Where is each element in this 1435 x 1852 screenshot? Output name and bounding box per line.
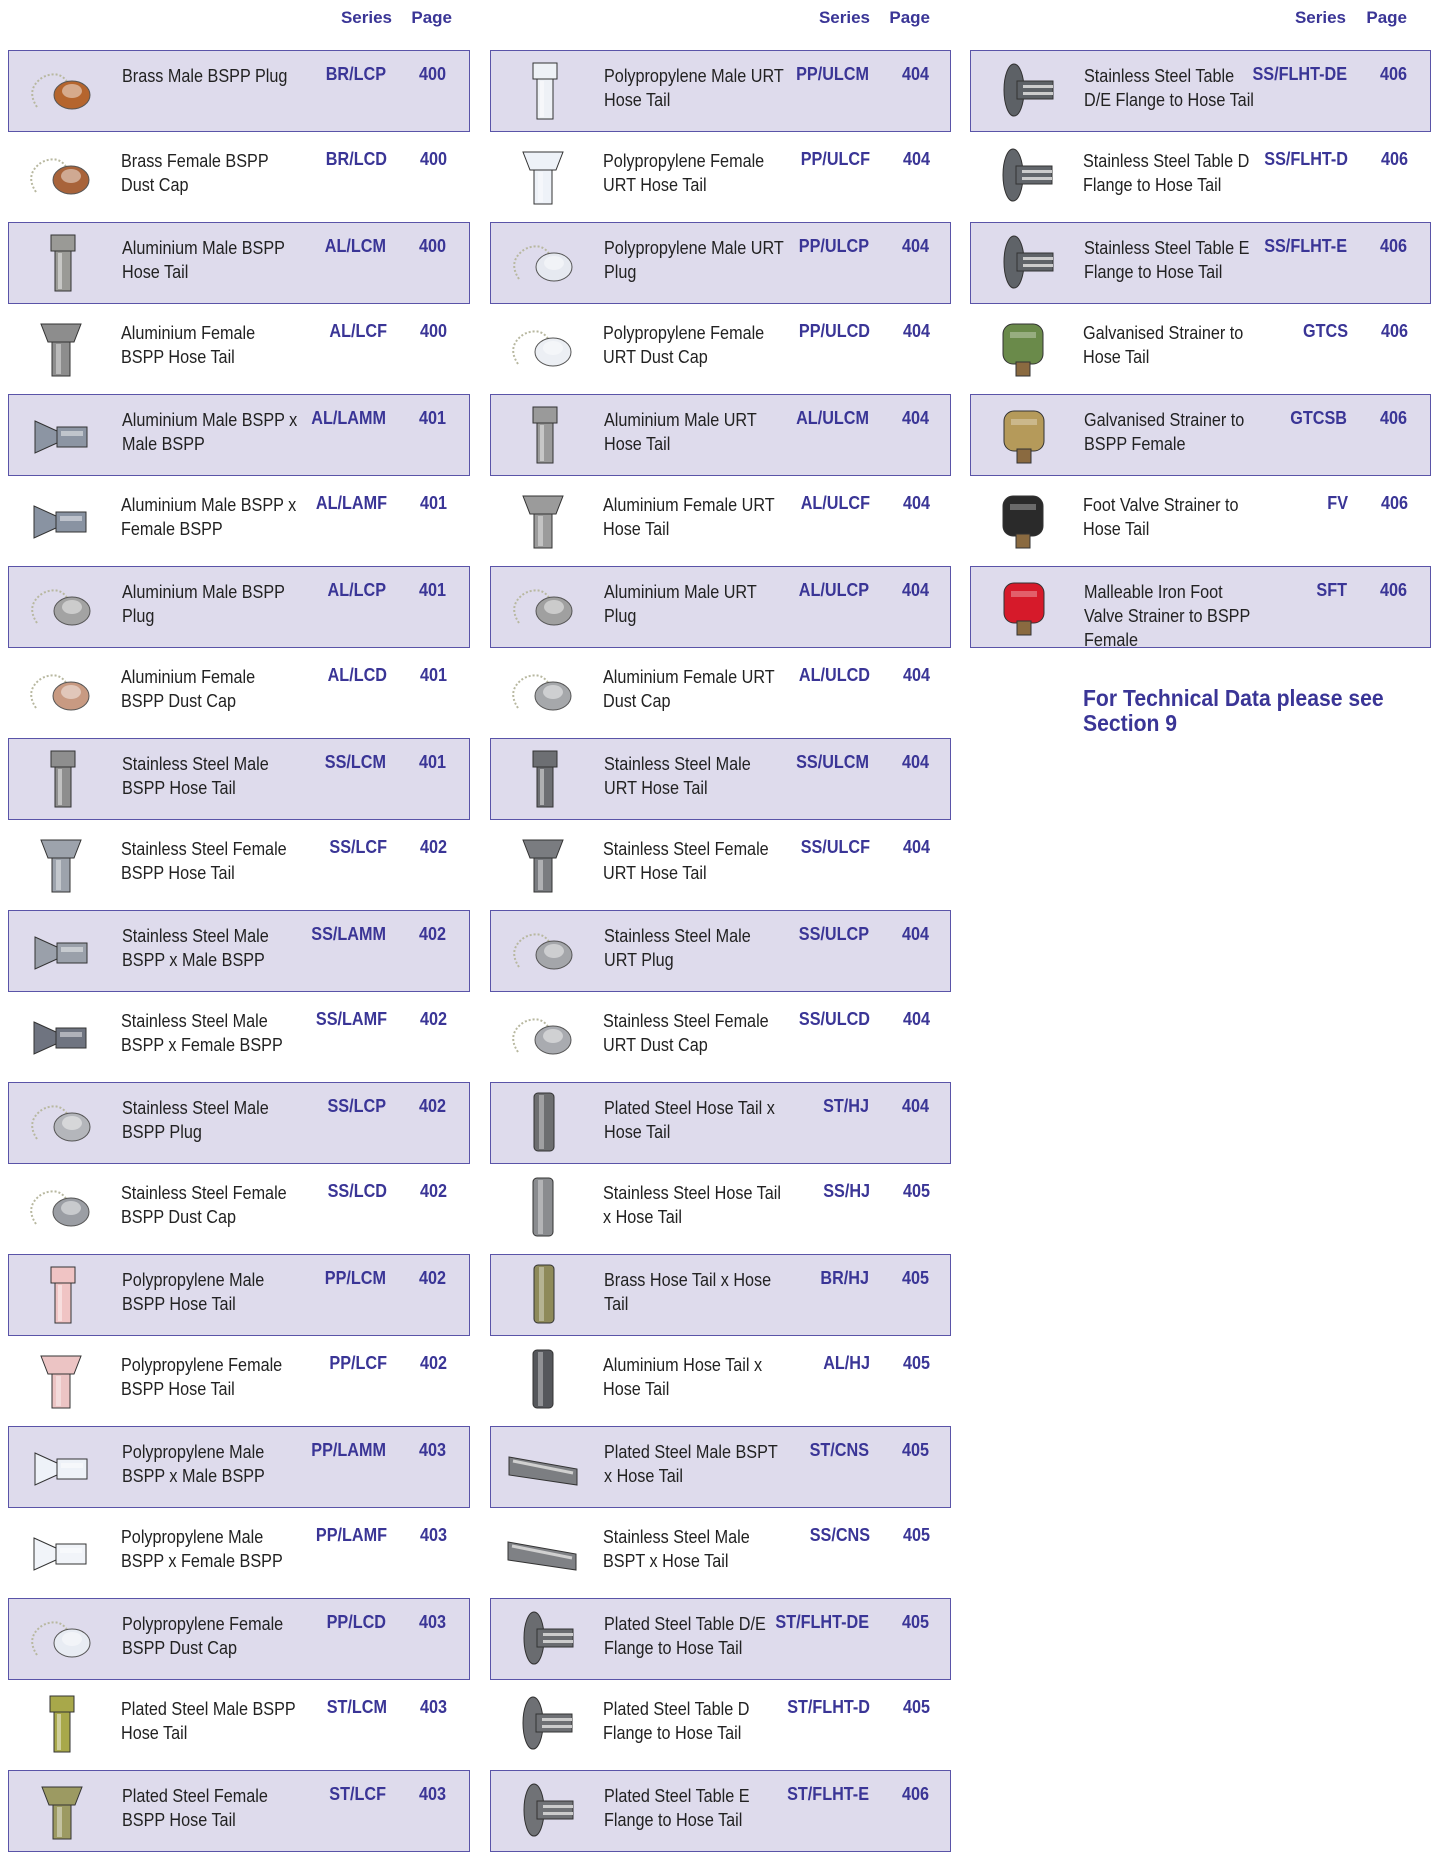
product-description: Foot Valve Strainer to Hose Tail (1083, 495, 1239, 539)
flange-hose-tail-icon (499, 1605, 589, 1671)
page-number: 404 (902, 321, 930, 341)
steel-plug-chain-icon (499, 917, 589, 983)
page-number: 400 (419, 149, 447, 169)
product-description: Plated Steel Table D Flange to Hose Tail (603, 1699, 750, 1743)
product-description: Brass Female BSPP Dust Cap (121, 151, 269, 195)
pp-adaptor-icon (16, 1518, 106, 1584)
page-number: 401 (418, 408, 446, 428)
series-code: PP/ULCM (796, 64, 869, 84)
series-code: GTCSB (1290, 408, 1347, 428)
product-row (8, 1426, 470, 1508)
product-description: Stainless Steel Male BSPP x Female BSPP (121, 1011, 283, 1055)
page-number: 404 (902, 493, 930, 513)
product-description: Plated Steel Male BSPP Hose Tail (121, 1699, 296, 1743)
series-code: PP/ULCF (800, 149, 870, 169)
aluminium-plug-chain-icon (499, 573, 589, 639)
series-code: SS/FLHT-E (1264, 236, 1347, 256)
product-row (8, 308, 470, 390)
series-code: PP/ULCP (798, 236, 869, 256)
page-number: 402 (418, 1096, 446, 1116)
product-description: Polypropylene Male BSPP x Male BSPP (122, 1442, 265, 1486)
steel-flange-icon (979, 57, 1069, 123)
steel-hose-tail-icon (17, 745, 107, 811)
page-number: 406 (1380, 493, 1408, 513)
series-code: SS/LCD (327, 1181, 387, 1201)
product-row (970, 480, 1431, 562)
series-code: SS/ULCF (800, 837, 870, 857)
page-number: 405 (901, 1612, 929, 1632)
product-description: Stainless Steel Table D/E Flange to Hose Tail (1084, 66, 1254, 110)
product-description: Aluminium Female URT Hose Tail (603, 495, 775, 539)
product-description: Polypropylene Male BSPP x Female BSPP (121, 1527, 283, 1571)
plated-bspt-tail-icon (499, 1433, 589, 1499)
series-code: AL/ULCF (800, 493, 870, 513)
product-description: Aluminium Female BSPP Dust Cap (121, 667, 256, 711)
page-number: 401 (418, 752, 446, 772)
page-number: 405 (902, 1353, 930, 1373)
flange-hose-tail-icon (499, 1777, 589, 1843)
series-code: AL/LAMF (315, 493, 387, 513)
product-description: Plated Steel Female BSPP Hose Tail (122, 1786, 268, 1830)
series-code: PP/LCD (326, 1612, 386, 1632)
aluminium-adaptor-icon (16, 486, 106, 552)
steel-hose-tail-icon (499, 745, 589, 811)
plated-joiner-icon (499, 1089, 589, 1155)
pp-female-coupling-icon (16, 1346, 106, 1412)
page-header: Page (411, 8, 452, 27)
page-number: 404 (902, 665, 930, 685)
plated-female-coupling-icon (17, 1777, 107, 1843)
product-row (490, 1684, 951, 1766)
series-code: PP/LAMM (311, 1440, 386, 1460)
brass-plug-chain-icon (17, 57, 107, 123)
page-number: 401 (419, 493, 447, 513)
pp-hose-tail-icon (17, 1261, 107, 1327)
series-code: BR/LCD (325, 149, 387, 169)
page-number: 406 (901, 1784, 929, 1804)
product-row (490, 1770, 951, 1852)
page-number: 405 (902, 1181, 930, 1201)
page-header: Page (1366, 8, 1407, 27)
product-row (490, 566, 951, 648)
product-row (490, 50, 951, 132)
product-row (490, 910, 951, 992)
product-row (8, 652, 470, 734)
product-row (970, 394, 1431, 476)
series-code: SS/ULCP (798, 924, 869, 944)
product-row (970, 50, 1431, 132)
product-description: Polypropylene Male URT Hose Tail (604, 66, 784, 110)
steel-bspt-tail-icon (498, 1518, 588, 1584)
page-number: 402 (419, 1181, 447, 1201)
product-row (8, 1770, 470, 1852)
series-code: AL/ULCP (798, 580, 869, 600)
series-code: SS/CNS (809, 1525, 870, 1545)
series-code: AL/LAMM (311, 408, 386, 428)
product-row (8, 1512, 470, 1594)
product-row (490, 1426, 951, 1508)
product-row (490, 1168, 951, 1250)
page-number: 406 (1379, 64, 1407, 84)
series-code: GTCS (1302, 321, 1348, 341)
product-row (490, 394, 951, 476)
steel-female-coupling-icon (498, 830, 588, 896)
product-row (490, 480, 951, 562)
series-code: FV (1327, 493, 1348, 513)
series-code: AL/LCM (324, 236, 386, 256)
series-code: AL/LCF (329, 321, 387, 341)
product-row (8, 480, 470, 562)
product-row (8, 910, 470, 992)
steel-female-coupling-icon (16, 830, 106, 896)
steel-flange-icon (978, 142, 1068, 208)
page-number: 401 (418, 580, 446, 600)
product-description: Plated Steel Table E Flange to Hose Tail (604, 1786, 750, 1830)
product-row (490, 136, 951, 218)
page-number: 404 (902, 1009, 930, 1029)
product-row (490, 652, 951, 734)
series-header: Series (340, 8, 392, 27)
iron-foot-valve-icon (979, 573, 1069, 639)
series-code: ST/FLHT-E (787, 1784, 869, 1804)
product-description: Stainless Steel Male URT Hose Tail (604, 754, 751, 798)
product-description: Polypropylene Female URT Dust Cap (603, 323, 765, 367)
product-description: Plated Steel Male BSPT x Hose Tail (604, 1442, 778, 1486)
product-row (970, 222, 1431, 304)
pp-female-coupling-icon (498, 142, 588, 208)
pp-plug-chain-icon (499, 229, 589, 295)
pp-dust-cap-icon (498, 314, 588, 380)
page-number: 403 (418, 1612, 446, 1632)
product-row (490, 738, 951, 820)
aluminium-adaptor-icon (17, 401, 107, 467)
series-code: ST/FLHT-DE (775, 1612, 869, 1632)
product-description: Stainless Steel Female URT Dust Cap (603, 1011, 769, 1055)
page-number: 405 (901, 1440, 929, 1460)
series-code: SS/FLHT-DE (1252, 64, 1347, 84)
series-code: AL/ULCM (796, 408, 869, 428)
series-code: AL/HJ (823, 1353, 870, 1373)
product-description: Plated Steel Table D/E Flange to Hose Tail (604, 1614, 766, 1658)
product-description: Aluminium Hose Tail x Hose Tail (603, 1355, 763, 1399)
aluminium-hose-tail-icon (17, 229, 107, 295)
product-description: Stainless Steel Female URT Hose Tail (603, 839, 769, 883)
product-row (8, 1082, 470, 1164)
aluminium-dust-cap-icon (498, 658, 588, 724)
plated-hose-tail-icon (16, 1690, 106, 1756)
page-number: 402 (419, 1009, 447, 1029)
series-code: SS/LAMM (311, 924, 386, 944)
product-description: Aluminium Male BSPP Plug (122, 582, 285, 626)
product-row (8, 566, 470, 648)
page-number: 402 (418, 1268, 446, 1288)
product-row (8, 1254, 470, 1336)
series-code: PP/LCF (329, 1353, 387, 1373)
page-number: 403 (419, 1697, 447, 1717)
aluminium-female-coupling-icon (16, 314, 106, 380)
product-description: Aluminium Male BSPP x Male BSPP (122, 410, 298, 454)
product-description: Brass Hose Tail x Hose Tail (604, 1270, 772, 1314)
series-code: SS/ULCD (798, 1009, 870, 1029)
product-row (8, 50, 470, 132)
product-row (970, 136, 1431, 218)
product-description: Stainless Steel Female BSPP Dust Cap (121, 1183, 287, 1227)
product-description: Stainless Steel Male BSPP x Male BSPP (122, 926, 269, 970)
series-code: SS/HJ (823, 1181, 870, 1201)
galvanised-strainer-bspp-icon (979, 401, 1069, 467)
page-number: 404 (901, 408, 929, 428)
pp-dust-cap-icon (17, 1605, 107, 1671)
page-number: 406 (1380, 321, 1408, 341)
series-code: BR/HJ (820, 1268, 869, 1288)
series-code: SS/ULCM (796, 752, 869, 772)
foot-valve-strainer-icon (978, 486, 1068, 552)
series-code: ST/FLHT-D (787, 1697, 870, 1717)
product-row (490, 1340, 951, 1422)
product-row (8, 394, 470, 476)
product-row (490, 222, 951, 304)
series-header: Series (1294, 8, 1346, 27)
product-description: Galvanised Strainer to Hose Tail (1083, 323, 1244, 367)
page-number: 404 (901, 924, 929, 944)
page-number: 405 (902, 1525, 930, 1545)
series-code: AL/ULCD (798, 665, 870, 685)
galvanised-strainer-icon (978, 314, 1068, 380)
product-row (8, 996, 470, 1078)
page-number: 402 (419, 837, 447, 857)
product-row (490, 1512, 951, 1594)
series-code: SS/LCF (329, 837, 387, 857)
series-code: PP/LCM (324, 1268, 386, 1288)
product-description: Aluminium Female BSPP Hose Tail (121, 323, 256, 367)
page-number: 404 (901, 236, 929, 256)
series-code: PP/ULCD (798, 321, 870, 341)
steel-joiner-icon (498, 1174, 588, 1240)
product-row (8, 1598, 470, 1680)
page-number: 404 (901, 64, 929, 84)
series-code: SFT (1316, 580, 1347, 600)
product-description: Aluminium Male BSPP Hose Tail (122, 238, 285, 282)
product-description: Plated Steel Hose Tail x Hose Tail (604, 1098, 775, 1142)
pp-adaptor-icon (17, 1433, 107, 1499)
brass-joiner-icon (499, 1261, 589, 1327)
product-description: Stainless Steel Male BSPT x Hose Tail (603, 1527, 750, 1571)
product-row (490, 996, 951, 1078)
product-row (8, 222, 470, 304)
product-description: Stainless Steel Male BSPP Plug (122, 1098, 269, 1142)
aluminium-hose-tail-icon (499, 401, 589, 467)
series-code: AL/LCD (327, 665, 387, 685)
series-code: ST/CNS (809, 1440, 869, 1460)
page-number: 402 (418, 924, 446, 944)
page-number: 404 (901, 580, 929, 600)
product-description: Stainless Steel Male BSPP Hose Tail (122, 754, 269, 798)
page-header: Page (889, 8, 930, 27)
product-description: Stainless Steel Table E Flange to Hose Tail (1084, 238, 1250, 282)
steel-adaptor-icon (16, 1002, 106, 1068)
product-description: Polypropylene Male BSPP Hose Tail (122, 1270, 265, 1314)
aluminium-female-coupling-icon (498, 486, 588, 552)
steel-adaptor-icon (17, 917, 107, 983)
pp-hose-tail-icon (499, 57, 589, 123)
page-number: 400 (418, 64, 446, 84)
product-description: Aluminium Male URT Hose Tail (604, 410, 757, 454)
page-number: 404 (901, 1096, 929, 1116)
product-description: Brass Male BSPP Plug (122, 66, 288, 86)
brass-dust-cap-icon (16, 142, 106, 208)
aluminium-plug-chain-icon (17, 573, 107, 639)
product-row (490, 308, 951, 390)
page-number: 403 (419, 1525, 447, 1545)
product-row (8, 1168, 470, 1250)
series-code: SS/LCM (324, 752, 386, 772)
page-number: 406 (1379, 236, 1407, 256)
column-header (0, 8, 1435, 32)
steel-dust-cap-icon (16, 1174, 106, 1240)
aluminium-joiner-icon (498, 1346, 588, 1412)
series-code: SS/LCP (327, 1096, 386, 1116)
page-number: 400 (418, 236, 446, 256)
series-code: AL/LCP (327, 580, 386, 600)
page-number: 404 (901, 752, 929, 772)
product-description: Aluminium Male URT Plug (604, 582, 757, 626)
product-row (8, 824, 470, 906)
series-code: ST/LCM (326, 1697, 387, 1717)
product-row (970, 566, 1431, 648)
page-number: 404 (902, 837, 930, 857)
series-code: SS/LAMF (315, 1009, 387, 1029)
product-description: Stainless Steel Female BSPP Hose Tail (121, 839, 287, 883)
series-code: BR/LCP (325, 64, 386, 84)
page-number: 400 (419, 321, 447, 341)
product-description: Aluminium Female URT Dust Cap (603, 667, 775, 711)
product-row (490, 1082, 951, 1164)
product-description: Stainless Steel Table D Flange to Hose Tail (1083, 151, 1250, 195)
product-row (8, 1684, 470, 1766)
series-code: SS/FLHT-D (1264, 149, 1348, 169)
steel-flange-icon (979, 229, 1069, 295)
product-description: Polypropylene Male URT Plug (604, 238, 784, 282)
product-description: Galvanised Strainer to BSPP Female (1084, 410, 1245, 454)
product-row (970, 308, 1431, 390)
page-number: 405 (901, 1268, 929, 1288)
page-number: 401 (419, 665, 447, 685)
product-description: Malleable Iron Foot Valve Strainer to BSPP Female (1084, 582, 1250, 650)
aluminium-dust-cap-icon (16, 658, 106, 724)
technical-data-note: For Technical Data please see Section 9 (1083, 685, 1384, 736)
page-number: 405 (902, 1697, 930, 1717)
page-number: 404 (902, 149, 930, 169)
series-code: PP/LAMF (315, 1525, 387, 1545)
product-description: Polypropylene Female URT Hose Tail (603, 151, 765, 195)
steel-dust-cap-icon (498, 1002, 588, 1068)
product-description: Aluminium Male BSPP x Female BSPP (121, 495, 297, 539)
series-code: ST/LCF (329, 1784, 386, 1804)
flange-hose-tail-icon (498, 1690, 588, 1756)
product-description: Polypropylene Female BSPP Hose Tail (121, 1355, 283, 1399)
series-code: ST/HJ (823, 1096, 869, 1116)
page-number: 406 (1379, 580, 1407, 600)
page-number: 406 (1379, 408, 1407, 428)
product-row (490, 1598, 951, 1680)
product-description: Polypropylene Female BSPP Dust Cap (122, 1614, 284, 1658)
product-row (8, 1340, 470, 1422)
page-number: 403 (418, 1784, 446, 1804)
steel-plug-chain-icon (17, 1089, 107, 1155)
product-row (8, 738, 470, 820)
page-number: 403 (418, 1440, 446, 1460)
product-row (490, 824, 951, 906)
product-row (490, 1254, 951, 1336)
page-number: 406 (1380, 149, 1408, 169)
series-header: Series (818, 8, 870, 27)
product-row (8, 136, 470, 218)
product-description: Stainless Steel Hose Tail x Hose Tail (603, 1183, 782, 1227)
page-number: 402 (419, 1353, 447, 1373)
product-description: Stainless Steel Male URT Plug (604, 926, 751, 970)
